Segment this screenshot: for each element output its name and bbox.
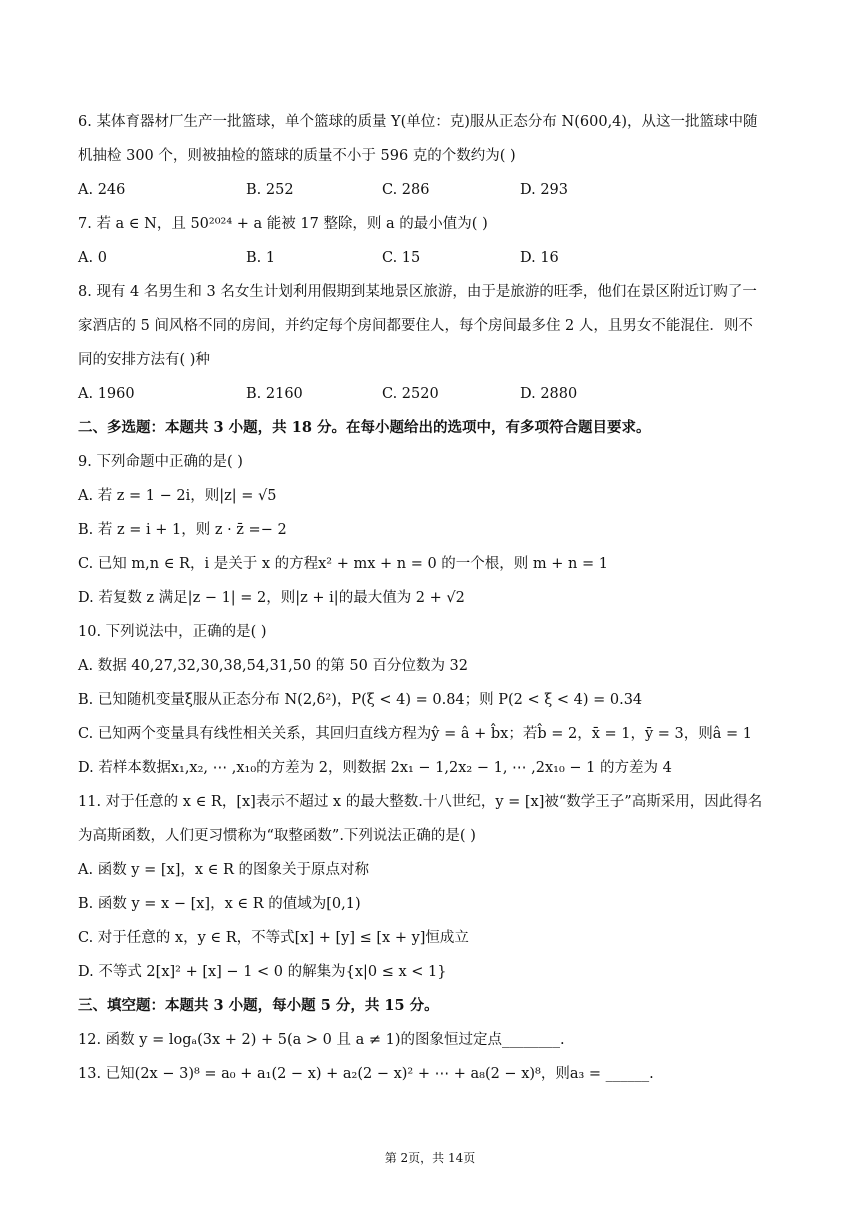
q8-stem-line3: 同的安排方法有( )种 — [78, 352, 210, 368]
q13-stem: 13. 已知(2x − 3)⁸ = a₀ + a₁(2 − x) + a₂(2 − x)² + ⋯ + a₈(2 − x)⁸，则a₃ = ______. — [78, 1066, 654, 1082]
section-heading-fill-blank: 三、填空题：本题共 3 小题，每小题 5 分，共 15 分。 — [78, 997, 439, 1014]
q12-stem: 12. 函数 y = logₐ(3x + 2) + 5(a > 0 且 a ≠ 1)的图象恒过定点________. — [78, 1032, 565, 1048]
q8-stem-line1: 8. 现有 4 名男生和 3 名女生计划利用假期到某地景区旅游，由于是旅游的旺季，他们在景区附近订购了一 — [78, 284, 757, 300]
q10-option-b: B. 已知随机变量ξ服从正态分布 N(2,δ²)，P(ξ < 4) = 0.84；则 P(2 < ξ < 4) = 0.34 — [78, 692, 643, 708]
q10-stem: 10. 下列说法中，正确的是( ) — [78, 624, 267, 640]
q11-option-b: B. 函数 y = x − [x]，x ∈ R 的值域为[0,1) — [78, 896, 361, 912]
q8-stem-line2: 家酒店的 5 间风格不同的房间，并约定每个房间都要住人，每个房间最多住 2 人，且男女不能混住．则不 — [78, 318, 753, 334]
q7-option-c: C. 15 — [382, 250, 421, 266]
q7-option-b: B. 1 — [246, 250, 276, 266]
q6-stem-line2: 机抽检 300 个，则被抽检的篮球的质量不小于 596 克的个数约为( ) — [78, 148, 516, 164]
q9-option-b: B. 若 z = i + 1，则 z · z̄ =− 2 — [78, 522, 287, 538]
q6-option-a: A. 246 — [78, 182, 126, 198]
q8-option-a: A. 1960 — [78, 386, 135, 402]
q10-option-d: D. 若样本数据x₁,x₂, ⋯ ,x₁₀的方差为 2，则数据 2x₁ − 1,2x₂ − 1, ⋯ ,2x₁₀ − 1 的方差为 4 — [78, 760, 672, 776]
section-heading-multiple-choice: 二、多选题：本题共 3 小题，共 18 分。在每小题给出的选项中，有多项符合题目要求。 — [78, 419, 651, 436]
q7-option-d: D. 16 — [520, 250, 559, 266]
q9-option-a: A. 若 z = 1 − 2i，则|z| = √5 — [78, 488, 277, 504]
q11-stem-line1: 11. 对于任意的 x ∈ R，[x]表示不超过 x 的最大整数.十八世纪，y = [x]被“数学王子”高斯采用，因此得名 — [78, 794, 763, 810]
q10-option-a: A. 数据 40,27,32,30,38,54,31,50 的第 50 百分位数为 32 — [78, 658, 469, 674]
q6-stem-line1: 6. 某体育器材厂生产一批篮球，单个篮球的质量 Y(单位：克)服从正态分布 N(600,4)，从这一批篮球中随 — [78, 114, 758, 130]
q8-option-b: B. 2160 — [246, 386, 303, 402]
q6-option-d: D. 293 — [520, 182, 569, 198]
q10-option-c: C. 已知两个变量具有线性相关关系，其回归直线方程为ŷ = â + b̂x；若b̂ = 2，x̄ = 1，ȳ = 3，则â = 1 — [78, 726, 752, 742]
q6-option-c: C. 286 — [382, 182, 430, 198]
q9-option-c: C. 已知 m,n ∈ R，i 是关于 x 的方程x² + mx + n = 0 的一个根，则 m + n = 1 — [78, 556, 608, 572]
page-footer: 第 2页，共 14页 — [384, 1151, 476, 1165]
q7-option-a: A. 0 — [78, 250, 107, 266]
q11-option-c: C. 对于任意的 x，y ∈ R，不等式[x] + [y] ≤ [x + y]恒成立 — [78, 930, 469, 946]
q11-option-d: D. 不等式 2[x]² + [x] − 1 < 0 的解集为{x|0 ≤ x < 1} — [78, 964, 447, 980]
q11-option-a: A. 函数 y = [x]，x ∈ R 的图象关于原点对称 — [78, 862, 370, 878]
q8-option-c: C. 2520 — [382, 386, 439, 402]
q6-option-b: B. 252 — [246, 182, 294, 198]
q7-stem: 7. 若 a ∈ N，且 50²⁰²⁴ + a 能被 17 整除，则 a 的最小值为( ) — [78, 216, 488, 232]
q8-option-d: D. 2880 — [520, 386, 578, 402]
q9-option-d: D. 若复数 z 满足|z − 1| = 2，则|z + i|的最大值为 2 + √2 — [78, 590, 465, 606]
q11-stem-line2: 为高斯函数，人们更习惯称为“取整函数”.下列说法正确的是( ) — [78, 828, 476, 844]
q9-stem: 9. 下列命题中正确的是( ) — [78, 454, 243, 470]
